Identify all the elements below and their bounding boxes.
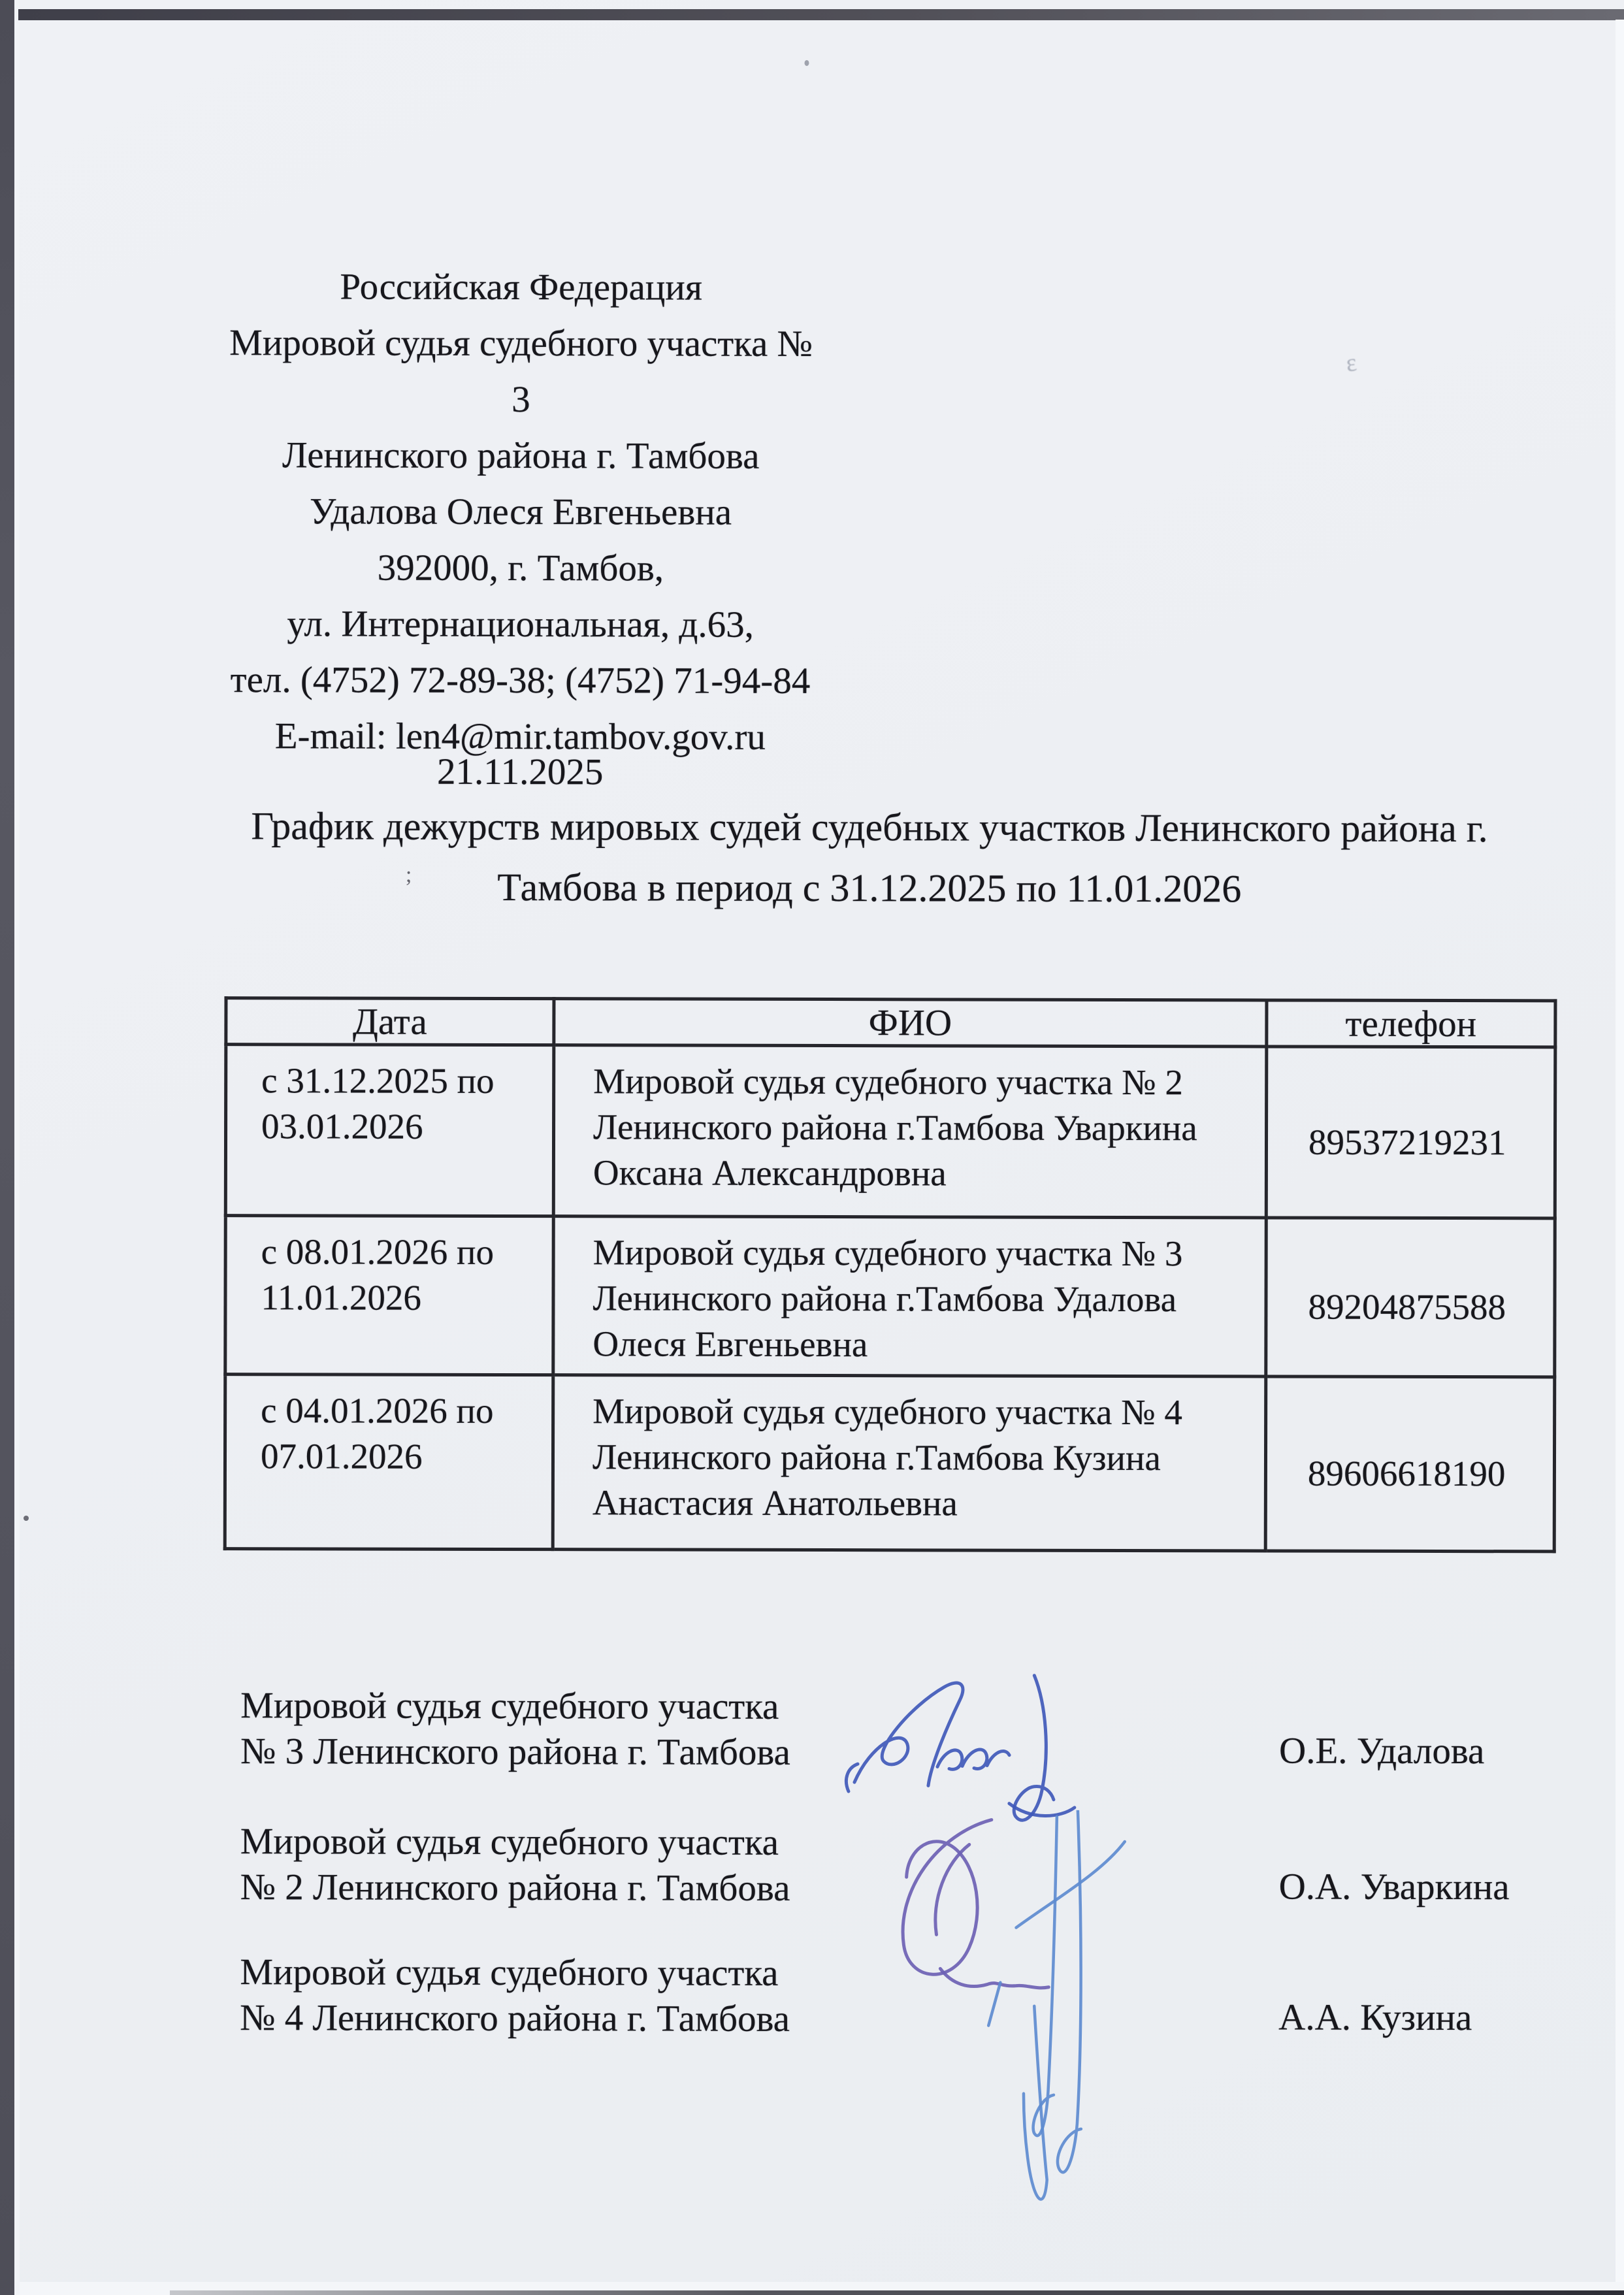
letterhead-line-country: Российская Федерация	[340, 266, 703, 308]
duty-schedule-table	[223, 996, 1557, 1553]
signature-label-line2: № 4 Ленинского района г. Тамбова	[240, 1997, 790, 2040]
column-header-date: Дата	[226, 998, 554, 1045]
signature-label-kuzina	[240, 1949, 880, 2042]
signature-label-line1: Мировой судья судебного участка	[240, 1821, 779, 1863]
scan-edge-gap	[14, 0, 20, 2295]
letterhead-line-court: Мировой судья судебного участка № 3	[229, 322, 813, 421]
column-header-phone: телефон	[1267, 1000, 1555, 1047]
scan-dot-artifact	[804, 60, 809, 66]
column-header-fio: ФИО	[554, 999, 1267, 1047]
document-title-line1: График дежурств мировых судей судебных участков Ленинского района г.	[251, 804, 1488, 851]
scan-margin-dot-artifact	[24, 1516, 29, 1521]
scan-speck-artifact: ;	[405, 862, 412, 887]
letterhead-line-judge: Удалова Олеся Евгеньевна	[309, 491, 732, 533]
signature-label-udalova	[240, 1683, 881, 1776]
table-header-row	[226, 998, 1555, 1047]
cell-period: с 08.01.2026 по 11.01.2026	[225, 1216, 554, 1375]
scan-top-edge	[18, 9, 1624, 20]
signature-label-line2: № 2 Ленинского района г. Тамбова	[240, 1866, 790, 1909]
scan-left-edge	[0, 0, 14, 2295]
letterhead-block	[226, 259, 815, 766]
signature-label-uvarkina	[240, 1819, 881, 1912]
scan-smudge-artifact: ε	[1344, 348, 1359, 378]
letterhead-line-district: Ленинского района г. Тамбова	[282, 434, 760, 477]
signature-label-line2: № 3 Ленинского района г. Тамбова	[240, 1731, 790, 1773]
document-title	[197, 796, 1542, 920]
signee-name-udalova: О.Е. Удалова	[1279, 1730, 1485, 1772]
scan-right-edge	[1616, 20, 1624, 2287]
scan-bottom-line	[170, 2290, 1624, 2295]
cell-phone: 89537219231	[1266, 1047, 1555, 1218]
signature-label-line1: Мировой судья судебного участка	[240, 1685, 779, 1727]
cell-phone: 89204875588	[1266, 1218, 1555, 1377]
letterhead-line-postcode: 392000, г. Тамбов,	[377, 547, 664, 589]
signature-label-line1: Мировой судья судебного участка	[240, 1951, 779, 1994]
letterhead-line-street: ул. Интернациональная, д.63,	[287, 603, 754, 645]
document-title-line2: Тамбова в период с 31.12.2025 по 11.01.2026	[497, 865, 1242, 911]
cell-judge: Мировой судья судебного участка № 3 Ленинского района г.Тамбова Удалова Олеся Евгеньевна	[553, 1216, 1267, 1376]
table-row	[225, 1216, 1555, 1377]
letterhead-line-email: E-mail: len4@mir.tambov.gov.ru	[274, 715, 766, 758]
table-row	[225, 1045, 1555, 1218]
cell-period: с 04.01.2026 по 07.01.2026	[225, 1375, 553, 1550]
cell-period: с 31.12.2025 по 03.01.2026	[225, 1045, 554, 1216]
document-date: 21.11.2025	[436, 751, 604, 793]
letterhead-line-phones: тел. (4752) 72-89-38; (4752) 71-94-84	[230, 659, 811, 702]
signee-name-kuzina: А.А. Кузина	[1278, 1996, 1472, 2039]
cell-phone: 89606618190	[1265, 1376, 1555, 1552]
table-row	[225, 1375, 1555, 1552]
cell-judge: Мировой судья судебного участка № 2 Ленинского района г.Тамбова Уваркина Оксана Александровна	[553, 1045, 1267, 1218]
cell-judge: Мировой судья судебного участка № 4 Ленинского района г.Тамбова Кузина Анастасия Анатольевна	[553, 1375, 1266, 1551]
signee-name-uvarkina: О.А. Уваркина	[1278, 1866, 1510, 1908]
handwritten-signature-kuzina-icon	[978, 1810, 1194, 2236]
